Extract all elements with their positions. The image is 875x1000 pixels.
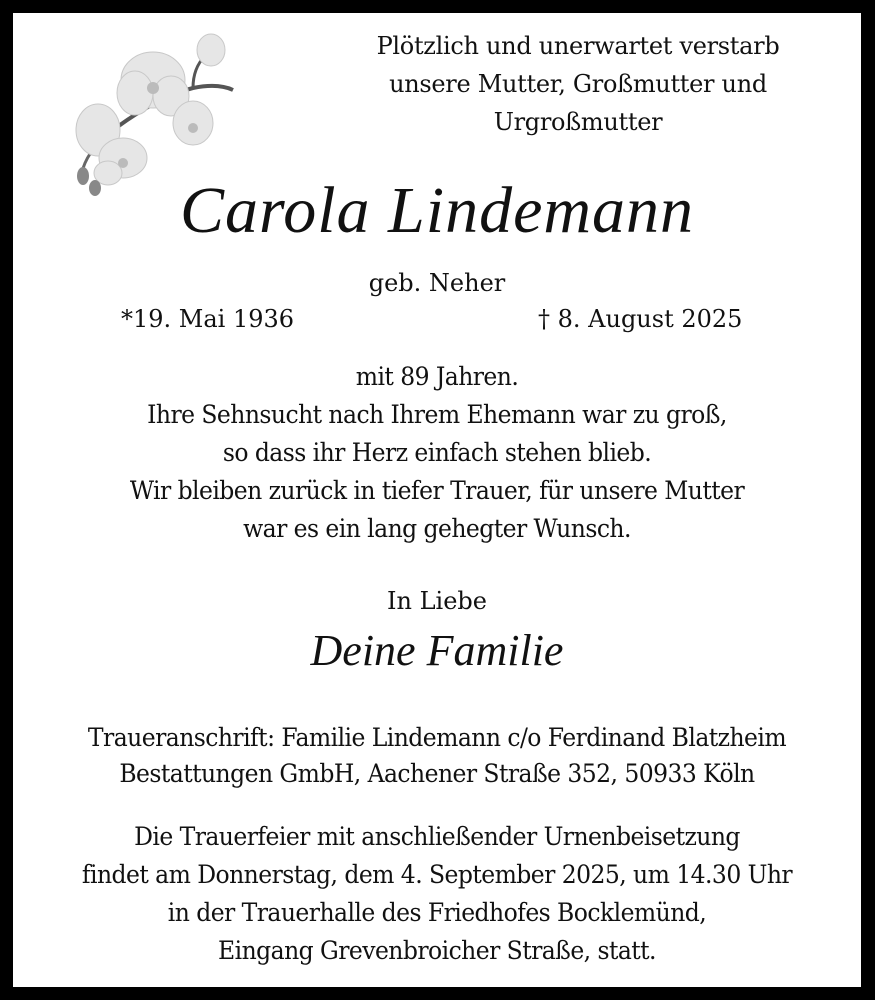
closing-text: In Liebe: [387, 587, 487, 615]
age-text: mit 89 Jahren.: [355, 362, 519, 391]
message-line: war es ein lang gehegter Wunsch.: [243, 514, 631, 543]
signature: Deine Familie: [310, 626, 564, 675]
ceremony-line: Die Trauerfeier mit anschließender Urnenbeisetzung: [134, 822, 740, 851]
ceremony-line: in der Trauerhalle des Friedhofes Bocklemünd,: [167, 898, 707, 927]
ceremony-line: Eingang Grevenbroicher Straße, statt.: [218, 936, 656, 965]
maiden-name: geb. Neher: [368, 269, 506, 297]
death-date: † 8. August 2025: [538, 305, 743, 333]
address-line: Traueranschrift: Familie Lindemann c/o Ferdinand Blatzheim: [87, 723, 787, 752]
message-line: so dass ihr Herz einfach stehen blieb.: [222, 438, 652, 467]
obituary-card: [13, 13, 861, 987]
intro-line: unsere Mutter, Großmutter und: [389, 70, 767, 98]
intro-text: [343, 27, 813, 141]
message-line: Wir bleiben zurück in tiefer Trauer, für unsere Mutter: [129, 476, 745, 505]
intro-line: Urgroßmutter: [493, 108, 663, 136]
message-line: Ihre Sehnsucht nach Ihrem Ehemann war zu groß,: [147, 400, 727, 429]
deceased-name: Carola Lindemann: [179, 174, 695, 247]
address-line: Bestattungen GmbH, Aachener Straße 352, 50933 Köln: [119, 759, 755, 788]
ceremony-line: findet am Donnerstag, dem 4. September 2025, um 14.30 Uhr: [81, 860, 793, 889]
birth-date: *19. Mai 1936: [121, 305, 295, 333]
intro-line: Plötzlich und unerwartet verstarb: [376, 32, 780, 60]
